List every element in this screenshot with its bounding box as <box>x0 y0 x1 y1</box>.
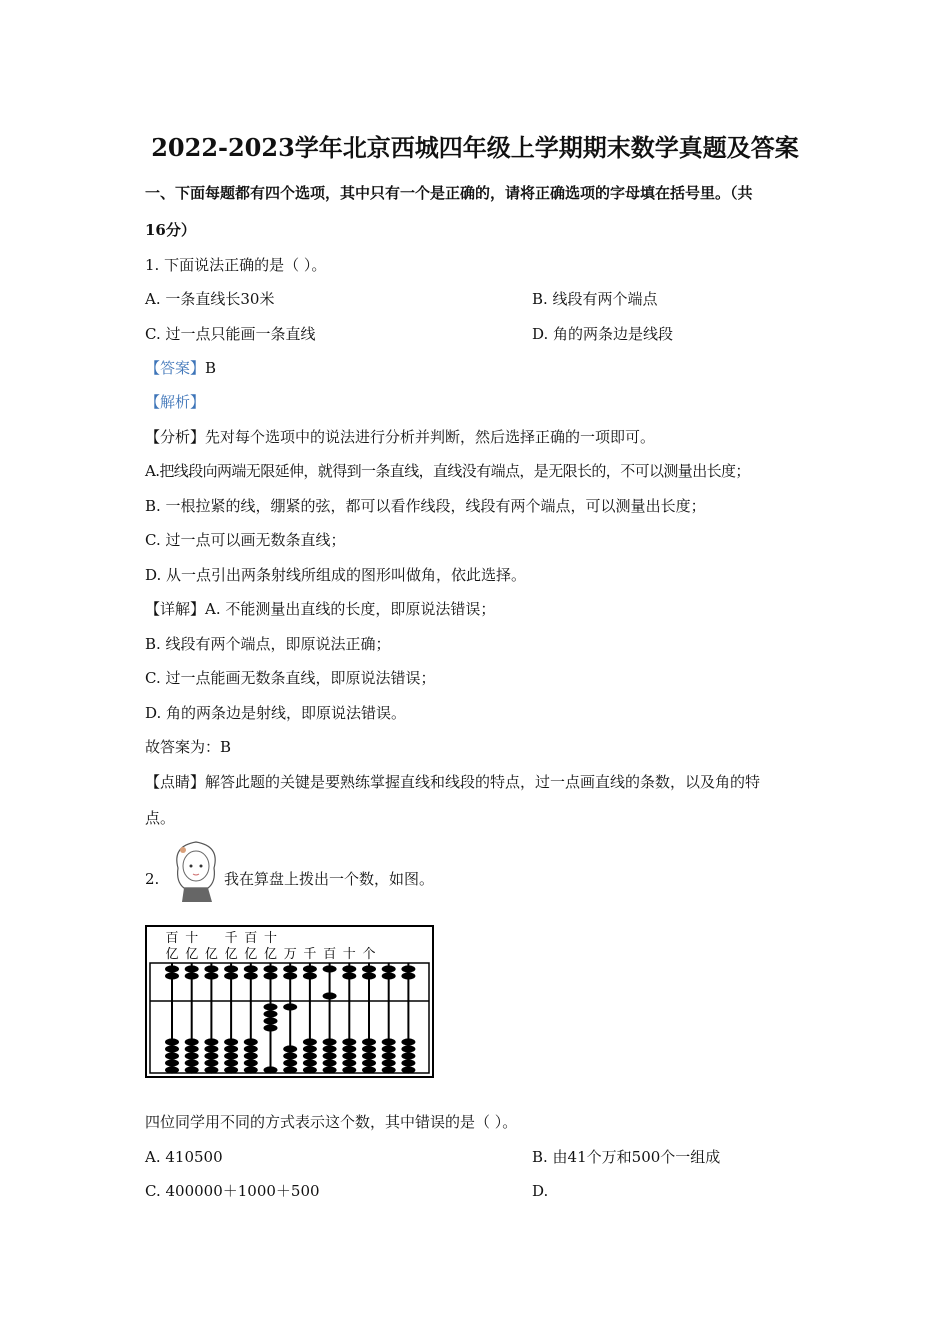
abacus-label: 千 <box>303 947 317 962</box>
analysis-line: D. 从一点引出两条射线所组成的图形叫做角，依此选择。 <box>145 566 527 584</box>
abacus-bead <box>362 1052 376 1059</box>
analysis-line: B. 一根拉紧的线，绷紧的弦，都可以看作线段，线段有两个端点，可以测量出长度； <box>145 497 706 515</box>
abacus-bead <box>224 1066 238 1073</box>
abacus-bead <box>224 965 238 972</box>
abacus-bead <box>362 1038 376 1045</box>
abacus-bead <box>362 965 376 972</box>
abacus-bead <box>401 1045 415 1052</box>
abacus-bead <box>382 1052 396 1059</box>
abacus-bead <box>264 1066 278 1073</box>
abacus-bead <box>224 972 238 979</box>
abacus-label: 百 <box>165 931 179 946</box>
answer-label: 【答案】 <box>145 359 206 377</box>
abacus-label: 百 <box>323 947 337 962</box>
abacus-bead <box>342 1038 356 1045</box>
q1-option-c: C. 过一点只能画一条直线 <box>145 325 316 343</box>
abacus-bead <box>185 1059 199 1066</box>
abacus-bead <box>185 965 199 972</box>
abacus-bead <box>165 1045 179 1052</box>
document-title: 2022-2023学年北京西城四年级上学期期末数学真题及答案 <box>151 133 799 162</box>
abacus-bead <box>283 972 297 979</box>
abacus-bead <box>185 1045 199 1052</box>
abacus-bead <box>362 972 376 979</box>
abacus-bead <box>382 1045 396 1052</box>
analysis-line: 故答案为：B <box>145 738 232 756</box>
abacus-bead <box>264 972 278 979</box>
q1-answer <box>145 358 216 378</box>
abacus-label: 十 <box>342 947 356 962</box>
abacus-bead <box>244 1059 258 1066</box>
abacus-bead <box>244 972 258 979</box>
abacus-bead <box>264 1003 278 1010</box>
abacus-bead <box>401 965 415 972</box>
abacus-bead <box>303 1059 317 1066</box>
abacus-bead <box>401 1066 415 1073</box>
abacus-bead <box>401 1052 415 1059</box>
abacus-bead <box>362 1066 376 1073</box>
abacus-bead <box>401 1059 415 1066</box>
q2-question: 四位同学用不同的方式表示这个数，其中错误的是（ ）。 <box>145 1113 518 1131</box>
abacus-bead <box>283 965 297 972</box>
abacus-bead <box>382 972 396 979</box>
abacus-bead <box>224 1052 238 1059</box>
analysis-line: D. 角的两条边是射线，即原说法错误。 <box>145 704 407 722</box>
abacus-label: 亿 <box>185 947 199 962</box>
q1-option-b: B. 线段有两个端点 <box>532 290 658 308</box>
abacus-bead <box>204 1045 218 1052</box>
abacus-bead <box>165 1059 179 1066</box>
abacus-bead <box>303 965 317 972</box>
abacus-bead <box>323 1066 337 1073</box>
q2-number: 2. <box>145 870 160 888</box>
abacus-bead <box>303 1052 317 1059</box>
abacus-bead <box>342 965 356 972</box>
abacus-bead <box>244 965 258 972</box>
abacus-bead <box>323 1038 337 1045</box>
abacus-bead <box>323 1045 337 1052</box>
abacus-bead <box>165 1052 179 1059</box>
abacus-bead <box>244 1038 258 1045</box>
abacus-label: 万 <box>283 947 297 962</box>
abacus-label: 十 <box>185 931 199 946</box>
abacus-bead <box>303 1045 317 1052</box>
abacus-bead <box>264 1024 278 1031</box>
q2-option-c: C. 400000＋1000＋500 <box>145 1182 320 1200</box>
abacus-bead <box>165 965 179 972</box>
abacus-label: 亿 <box>165 947 179 962</box>
abacus-bead <box>303 972 317 979</box>
analysis-line: 【分析】先对每个选项中的说法进行分析并判断，然后选择正确的一项即可。 <box>145 428 656 446</box>
abacus-label: 亿 <box>224 947 238 962</box>
abacus-bead <box>342 972 356 979</box>
abacus-bead <box>283 1003 297 1010</box>
abacus-label: 亿 <box>263 947 278 962</box>
abacus-bead <box>185 1052 199 1059</box>
abacus-bead <box>323 1052 337 1059</box>
analysis-line: 【详解】A. 不能测量出直线的长度，即原说法错误； <box>145 600 496 618</box>
analysis-line: A.把线段向两端无限延伸，就得到一条直线，直线没有端点，是无限长的，不可以测量出长度； <box>145 462 750 480</box>
analysis-line: 点。 <box>145 809 176 827</box>
q1-option-a: A. 一条直线长30米 <box>145 290 275 308</box>
abacus-bead <box>264 965 278 972</box>
abacus-bead <box>342 1059 356 1066</box>
abacus-bead <box>382 1066 396 1073</box>
abacus-label: 个 <box>362 947 376 962</box>
abacus-bead <box>283 1052 297 1059</box>
q1-option-d: D. 角的两条边是线段 <box>532 325 674 343</box>
abacus-bead <box>165 1038 179 1045</box>
abacus-bead <box>185 1066 199 1073</box>
abacus-bead <box>204 965 218 972</box>
abacus-bead <box>224 1038 238 1045</box>
analysis-line: C. 过一点能画无数条直线，即原说法错误； <box>145 669 436 687</box>
abacus-bead <box>323 992 337 999</box>
abacus-bead <box>342 1052 356 1059</box>
q1-stem: 1. 下面说法正确的是（ ）。 <box>145 256 327 274</box>
q2-option-d: D. <box>532 1182 549 1200</box>
abacus-bead <box>401 1038 415 1045</box>
section-heading-cont: 16分） <box>145 221 196 239</box>
abacus-bead <box>244 1045 258 1052</box>
abacus-bead <box>401 972 415 979</box>
abacus-bead <box>264 1017 278 1024</box>
abacus-bead <box>204 1066 218 1073</box>
abacus-bead <box>204 1038 218 1045</box>
abacus-bead <box>204 972 218 979</box>
abacus-bead <box>323 1059 337 1066</box>
abacus-bead <box>382 965 396 972</box>
answer-value: B <box>205 359 217 377</box>
abacus-bead <box>362 1059 376 1066</box>
abacus-bead <box>283 1066 297 1073</box>
abacus-bead <box>185 1038 199 1045</box>
abacus-bead <box>283 1045 297 1052</box>
abacus-label: 亿 <box>204 947 218 962</box>
abacus-bead <box>185 972 199 979</box>
abacus-bead <box>342 1066 356 1073</box>
abacus-bead <box>283 1059 297 1066</box>
abacus-label: 十 <box>263 931 278 946</box>
abacus-bead <box>244 1052 258 1059</box>
abacus-bead <box>204 1059 218 1066</box>
abacus-bead <box>362 1045 376 1052</box>
abacus-bead <box>323 965 337 972</box>
q2-option-b: B. 由41个万和500个一组成 <box>532 1148 721 1166</box>
abacus-bead <box>382 1059 396 1066</box>
abacus-bead <box>303 1066 317 1073</box>
q2-stem: 我在算盘上拨出一个数，如图。 <box>224 870 435 888</box>
abacus-bead <box>244 1066 258 1073</box>
girl-illustration-icon <box>168 838 224 902</box>
abacus-bead <box>165 1066 179 1073</box>
q2-option-a: A. 410500 <box>145 1148 223 1166</box>
abacus-label: 百 <box>244 931 258 946</box>
analysis-label: 【解析】 <box>145 393 206 411</box>
analysis-line: B. 线段有两个端点，即原说法正确； <box>145 635 391 653</box>
abacus-bead <box>303 1038 317 1045</box>
abacus-bead <box>204 1052 218 1059</box>
abacus-bead <box>382 1038 396 1045</box>
analysis-line: C. 过一点可以画无数条直线； <box>145 531 346 549</box>
abacus-bead <box>224 1059 238 1066</box>
abacus-figure <box>145 925 435 1080</box>
abacus-bead <box>165 972 179 979</box>
section-heading: 一、下面每题都有四个选项，其中只有一个是正确的，请将正确选项的字母填在括号里。（共 <box>145 184 753 202</box>
analysis-line: 【点睛】解答此题的关键是要熟练掌握直线和线段的特点，过一点画直线的条数，以及角的特 <box>145 773 761 791</box>
abacus-label: 亿 <box>244 947 258 962</box>
abacus-bead <box>264 1010 278 1017</box>
abacus-bead <box>342 1045 356 1052</box>
abacus-label: 千 <box>224 931 238 946</box>
abacus-bead <box>224 1045 238 1052</box>
